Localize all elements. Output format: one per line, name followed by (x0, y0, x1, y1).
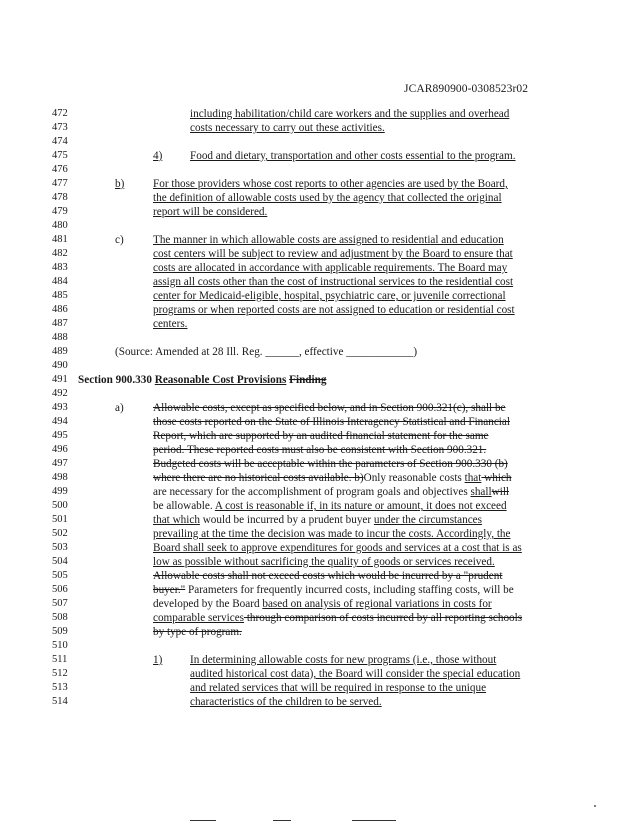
line-510 (0, 639, 637, 653)
line-number: 481 (52, 234, 68, 245)
text-segment: based on analysis of regional variations in costs for (262, 598, 492, 610)
text-segment: under the circumstances (373, 514, 483, 526)
line-number: 510 (52, 640, 68, 651)
line-484 (0, 275, 637, 289)
text-segment: the definition of allowable costs used by the agency that collected the original (153, 192, 502, 204)
line-number: 505 (52, 570, 68, 581)
line-number: 488 (52, 332, 68, 343)
text-segment: low as possible without sacrificing the quality of goods or services received. (153, 556, 495, 568)
text-segment: are necessary for the accomplishment of program goals and objectives (153, 486, 471, 498)
text-segment: A cost is reasonable if, in its nature or amount, it does not exceed (214, 500, 507, 512)
line-number: 509 (52, 626, 68, 637)
text-segment: be allowable. (153, 500, 215, 512)
initial-blank-3 (352, 820, 396, 821)
text-segment: For those providers whose cost reports to other agencies are used by the Board, (153, 178, 508, 190)
line-number: 495 (52, 430, 68, 441)
line-number: 500 (52, 500, 68, 511)
line-number: 508 (52, 612, 68, 623)
line-number: 475 (52, 150, 68, 161)
line-508 (0, 611, 637, 625)
line-number: 494 (52, 416, 68, 427)
line-text (190, 681, 486, 695)
line-number: 486 (52, 304, 68, 315)
line-509 (0, 625, 637, 639)
line-502 (0, 527, 637, 541)
line-number: 506 (52, 584, 68, 595)
item-label: c) (115, 234, 124, 246)
line-483 (0, 261, 637, 275)
line-text (153, 303, 515, 317)
text-segment: shall (470, 486, 492, 498)
line-472 (0, 107, 637, 121)
text-segment: Budgeted costs will be acceptable within the parameters of Section 900.330 (b) (153, 458, 508, 470)
line-490 (0, 359, 637, 373)
line-text (153, 527, 511, 541)
line-number: 482 (52, 248, 68, 259)
line-number: 489 (52, 346, 68, 357)
item-label: b) (115, 178, 125, 190)
line-number: 513 (52, 682, 68, 693)
line-number: 480 (52, 220, 68, 231)
line-text (153, 555, 495, 569)
line-text (153, 317, 187, 331)
text-segment: Parameters for frequently incurred costs, including staffing costs, will be (185, 584, 514, 596)
text-segment: those costs reported on the State of Illinois Interagency Statistical and Financial (153, 416, 510, 428)
line-text (153, 597, 492, 611)
line-511 (0, 653, 637, 667)
line-491 (0, 373, 637, 387)
line-number: 496 (52, 444, 68, 455)
scan-mark (594, 805, 596, 807)
line-number: 503 (52, 542, 68, 553)
line-text (153, 625, 242, 639)
line-number: 474 (52, 136, 68, 147)
line-number: 507 (52, 598, 68, 609)
line-495 (0, 429, 637, 443)
text-segment: comparable services (153, 612, 245, 624)
text-segment: Report, which are supported by an audited financial statement for the same (153, 430, 489, 442)
line-text (153, 513, 482, 527)
line-text (153, 485, 509, 499)
line-text (190, 695, 382, 709)
line-506 (0, 583, 637, 597)
line-number: 504 (52, 556, 68, 567)
line-text (190, 149, 516, 163)
text-segment: will (491, 486, 510, 498)
text-segment: Provisions (236, 374, 287, 386)
line-text (153, 499, 507, 513)
line-505 (0, 569, 637, 583)
item-label: 1) (153, 654, 163, 666)
line-481 (0, 233, 637, 247)
line-text (190, 121, 385, 135)
line-number: 502 (52, 528, 68, 539)
text-segment: In determining allowable costs for new programs (i.e., those without (190, 654, 497, 666)
line-text (153, 611, 522, 625)
text-segment: and related services that will be required in response to the unique (190, 682, 487, 694)
initial-blank-2 (273, 820, 291, 821)
line-number: 490 (52, 360, 68, 371)
line-text (153, 443, 486, 457)
line-497 (0, 457, 637, 471)
text-segment: prevailing at the time the decision was made to incur the costs. Accordingly, the (153, 528, 511, 540)
line-501 (0, 513, 637, 527)
line-text (153, 247, 513, 261)
text-segment: through comparison of costs incurred by all reporting schools (244, 612, 523, 624)
line-number: 514 (52, 696, 68, 707)
line-number: 483 (52, 262, 68, 273)
text-segment: characteristics of the children to be served. (190, 696, 382, 708)
line-text (115, 345, 417, 359)
text-segment: Food and dietary, transportation and other costs essential to the program. (190, 150, 516, 162)
text-segment: where there are no historical costs available. b) (153, 472, 364, 484)
line-text (153, 177, 508, 191)
text-segment: including habilitation/child care workers and the supplies and overhead (190, 108, 510, 120)
text-segment: The manner in which allowable costs are assigned to residential and education (153, 234, 504, 246)
line-485 (0, 289, 637, 303)
line-text (153, 401, 506, 415)
line-504 (0, 555, 637, 569)
line-number: 479 (52, 206, 68, 217)
line-number: 512 (52, 668, 68, 679)
line-500 (0, 499, 637, 513)
text-segment: Board shall seek to approve expenditures for goods and services at a cost that is as (153, 542, 522, 554)
line-number: 511 (52, 654, 68, 665)
line-480 (0, 219, 637, 233)
line-number: 473 (52, 122, 68, 133)
line-number: 493 (52, 402, 68, 413)
line-488 (0, 331, 637, 345)
line-514 (0, 695, 637, 709)
line-number: 498 (52, 472, 68, 483)
line-text (153, 261, 507, 275)
line-473 (0, 121, 637, 135)
line-number: 484 (52, 276, 68, 287)
line-512 (0, 667, 637, 681)
line-number: 497 (52, 458, 68, 469)
line-496 (0, 443, 637, 457)
text-segment: period. These reported costs must also be consistent with Section 900.321. (153, 444, 487, 456)
line-text (153, 191, 502, 205)
document-code: JCAR890900-0308523r02 (404, 83, 529, 95)
text-segment: assign all costs other than the cost of instructional services to the residential cost (153, 276, 514, 288)
text-segment: buyer." (153, 584, 186, 596)
line-text (153, 471, 512, 485)
line-number: 487 (52, 318, 68, 329)
item-label: 4) (153, 150, 163, 162)
initial-blank-1 (190, 820, 216, 821)
line-476 (0, 163, 637, 177)
text-segment: that which (153, 514, 200, 526)
line-478 (0, 191, 637, 205)
text-segment: centers. (153, 318, 188, 330)
line-489 (0, 345, 637, 359)
line-493 (0, 401, 637, 415)
text-segment: report will be considered. (153, 206, 268, 218)
line-492 (0, 387, 637, 401)
line-number: 499 (52, 486, 68, 497)
line-507 (0, 597, 637, 611)
line-number: 472 (52, 108, 68, 119)
text-segment: cost centers will be subject to review and adjustment by the Board to ensure that (153, 248, 513, 260)
line-text (153, 541, 522, 555)
text-segment: Allowable costs shall not exceed costs which would be incurred by a "prudent (153, 570, 503, 582)
line-number: 491 (52, 374, 68, 385)
line-text (153, 289, 506, 303)
line-475 (0, 149, 637, 163)
text-segment: audited historical cost data), the Board will consider the special education (190, 668, 521, 680)
item-label: a) (115, 402, 124, 414)
text-segment: center for Medicaid-eligible, hospital, psychiatric care, or juvenile correctional (153, 290, 506, 302)
text-segment: (Source: Amended at 28 Ill. Reg. ______, effective ____________) (115, 346, 418, 358)
text-segment: Allowable costs, except as specified below, and in Section 900.321(c), shall be (153, 402, 506, 414)
line-number: 477 (52, 178, 68, 189)
line-486 (0, 303, 637, 317)
text-segment: Finding (289, 374, 327, 386)
line-498 (0, 471, 637, 485)
line-text (153, 429, 489, 443)
line-number: 492 (52, 388, 68, 399)
line-479 (0, 205, 637, 219)
text-segment: Reasonable Cost (154, 374, 237, 386)
line-text (153, 415, 510, 429)
text-segment: costs necessary to carry out these activities. (190, 122, 385, 134)
line-text (153, 275, 513, 289)
line-number: 476 (52, 164, 68, 175)
text-segment: Section 900.330 (78, 374, 155, 386)
line-text (190, 667, 520, 681)
line-text (153, 569, 502, 583)
line-text (153, 457, 508, 471)
line-499 (0, 485, 637, 499)
text-segment: by type of program. (153, 626, 242, 638)
text-segment: Only reasonable costs (363, 472, 465, 484)
line-477 (0, 177, 637, 191)
line-text (190, 107, 509, 121)
text-segment: which (481, 472, 512, 484)
line-494 (0, 415, 637, 429)
line-text (78, 373, 326, 387)
text-segment: costs are allocated in accordance with applicable requirements. The Board may (153, 262, 508, 274)
text-segment: that (464, 472, 482, 484)
line-text (153, 233, 504, 247)
line-482 (0, 247, 637, 261)
text-segment: programs or when reported costs are not assigned to education or residential cost (153, 304, 515, 316)
line-number: 478 (52, 192, 68, 203)
line-text (190, 653, 496, 667)
line-text (153, 205, 267, 219)
line-474 (0, 135, 637, 149)
line-513 (0, 681, 637, 695)
line-number: 485 (52, 290, 68, 301)
line-503 (0, 541, 637, 555)
line-487 (0, 317, 637, 331)
line-text (153, 583, 514, 597)
text-segment: would be incurred by a prudent buyer (199, 514, 374, 526)
text-segment: developed by the Board (153, 598, 263, 610)
line-number: 501 (52, 514, 68, 525)
